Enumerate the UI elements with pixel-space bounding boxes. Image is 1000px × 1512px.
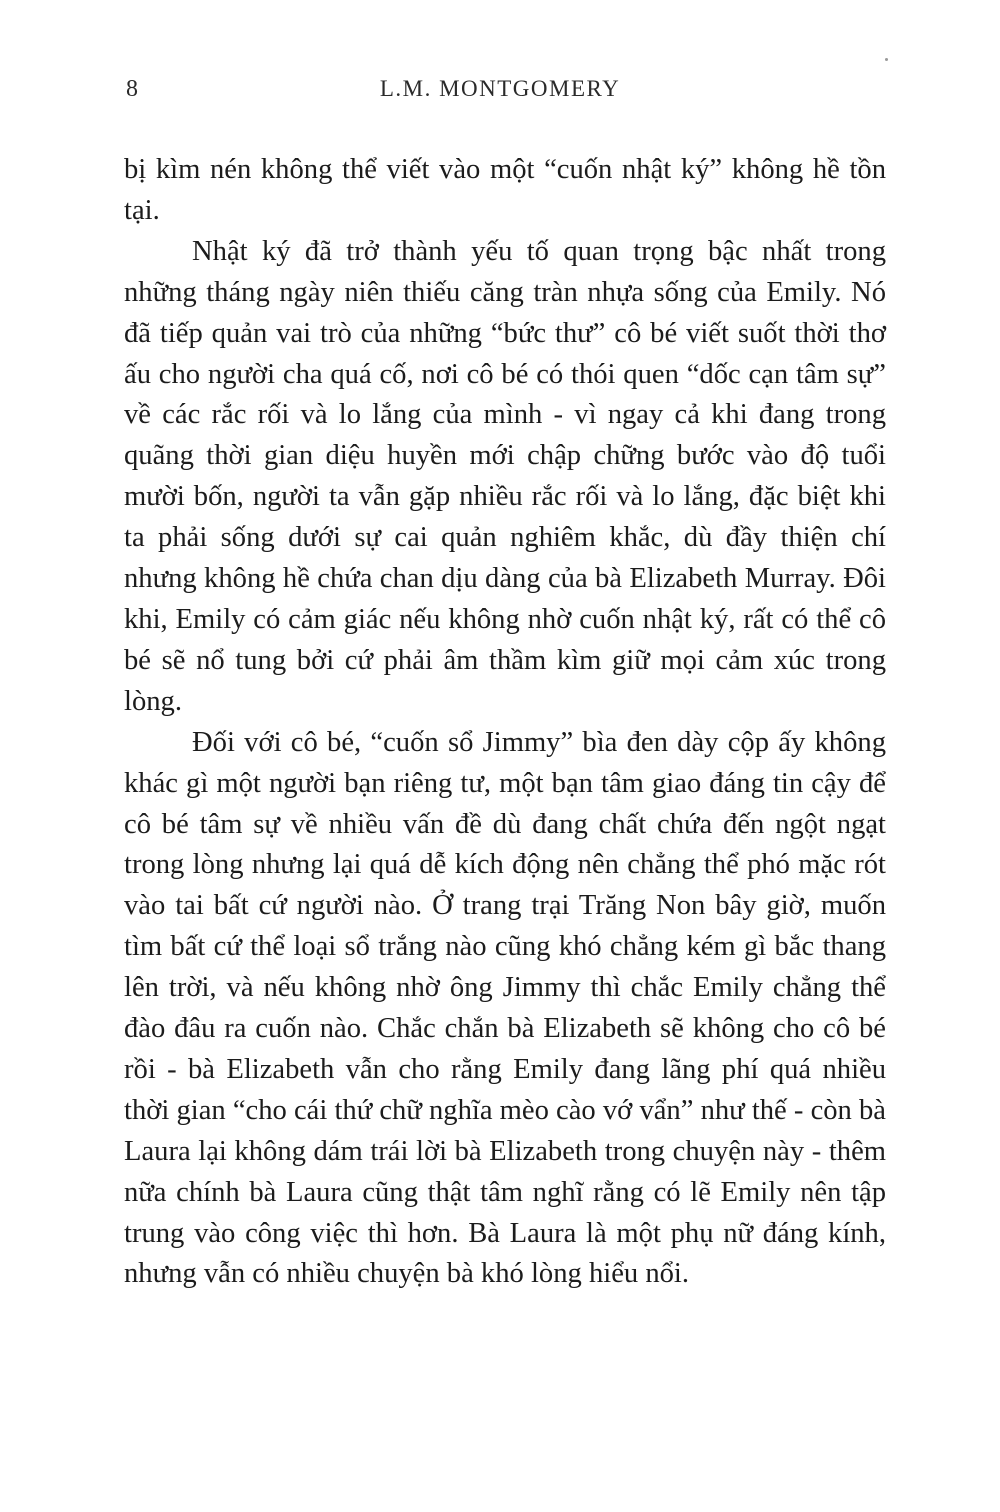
- page-header: [0, 76, 1000, 110]
- running-head-author: L.M. MONTGOMERY: [379, 76, 621, 101]
- body-text: [124, 150, 886, 1295]
- paragraph-continuation: bị kìm nén không thể viết vào một “cuốn nhật ký” không hề tồn tại.: [124, 154, 886, 226]
- scan-speck: [885, 58, 888, 61]
- page-number: 8: [126, 76, 139, 102]
- paragraph: Nhật ký đã trở thành yếu tố quan trọng bậc nhất trong những tháng ngày niên thiếu căng tràn nhựa sống của Emily. Nó đã tiếp quản vai trò của những “bức thư” cô bé viết suốt thời thơ ấu cho người cha quá cố, nơi cô bé có thói quen “dốc cạn tâm sự” về các rắc rối và lo lắng của mình - vì ngay cả khi đang trong quãng thời gian diệu huyền mới chập chững bước vào độ tuổi mười bốn, người ta vẫn gặp nhiều rắc rối và lo lắng, đặc biệt khi ta phải sống dưới sự cai quản nghiêm khắc, dù đầy thiện chí nhưng không hề chứa chan dịu dàng của bà Elizabeth Murray. Đôi khi, Emily có cảm giác nếu không nhờ cuốn nhật ký, rất có thể cô bé sẽ nổ tung bởi cứ phải âm thầm kìm giữ mọi cảm xúc trong lòng.: [124, 235, 886, 717]
- paragraph: Đối với cô bé, “cuốn sổ Jimmy” bìa đen dày cộp ấy không khác gì một người bạn riêng tư, một bạn tâm giao đáng tin cậy để cô bé tâm sự về nhiều vấn đề dù đang chất chứa đến ngột ngạt trong lòng nhưng lại quá dễ kích động nên chẳng thể phó mặc rót vào tai bất cứ người nào. Ở trang trại Trăng Non bây giờ, muốn tìm bất cứ thể loại sổ trắng nào cũng khó chẳng kém gì bắc thang lên trời, và nếu không nhờ ông Jimmy thì chắc Emily chẳng thể đào đâu ra cuốn nào. Chắc chắn bà Elizabeth sẽ không cho cô bé rồi - bà Elizabeth vẫn cho rằng Emily đang lãng phí quá nhiều thời gian “cho cái thứ chữ nghĩa mèo cào vớ vẩn” như thế - còn bà Laura lại không dám trái lời bà Elizabeth trong chuyện này - thêm nữa chính bà Laura cũng thật tâm nghĩ rằng có lẽ Emily nên tập trung vào công việc thì hơn. Bà Laura là một phụ nữ đáng kính, nhưng vẫn có nhiều chuyện bà khó lòng hiểu nổi.: [124, 726, 886, 1290]
